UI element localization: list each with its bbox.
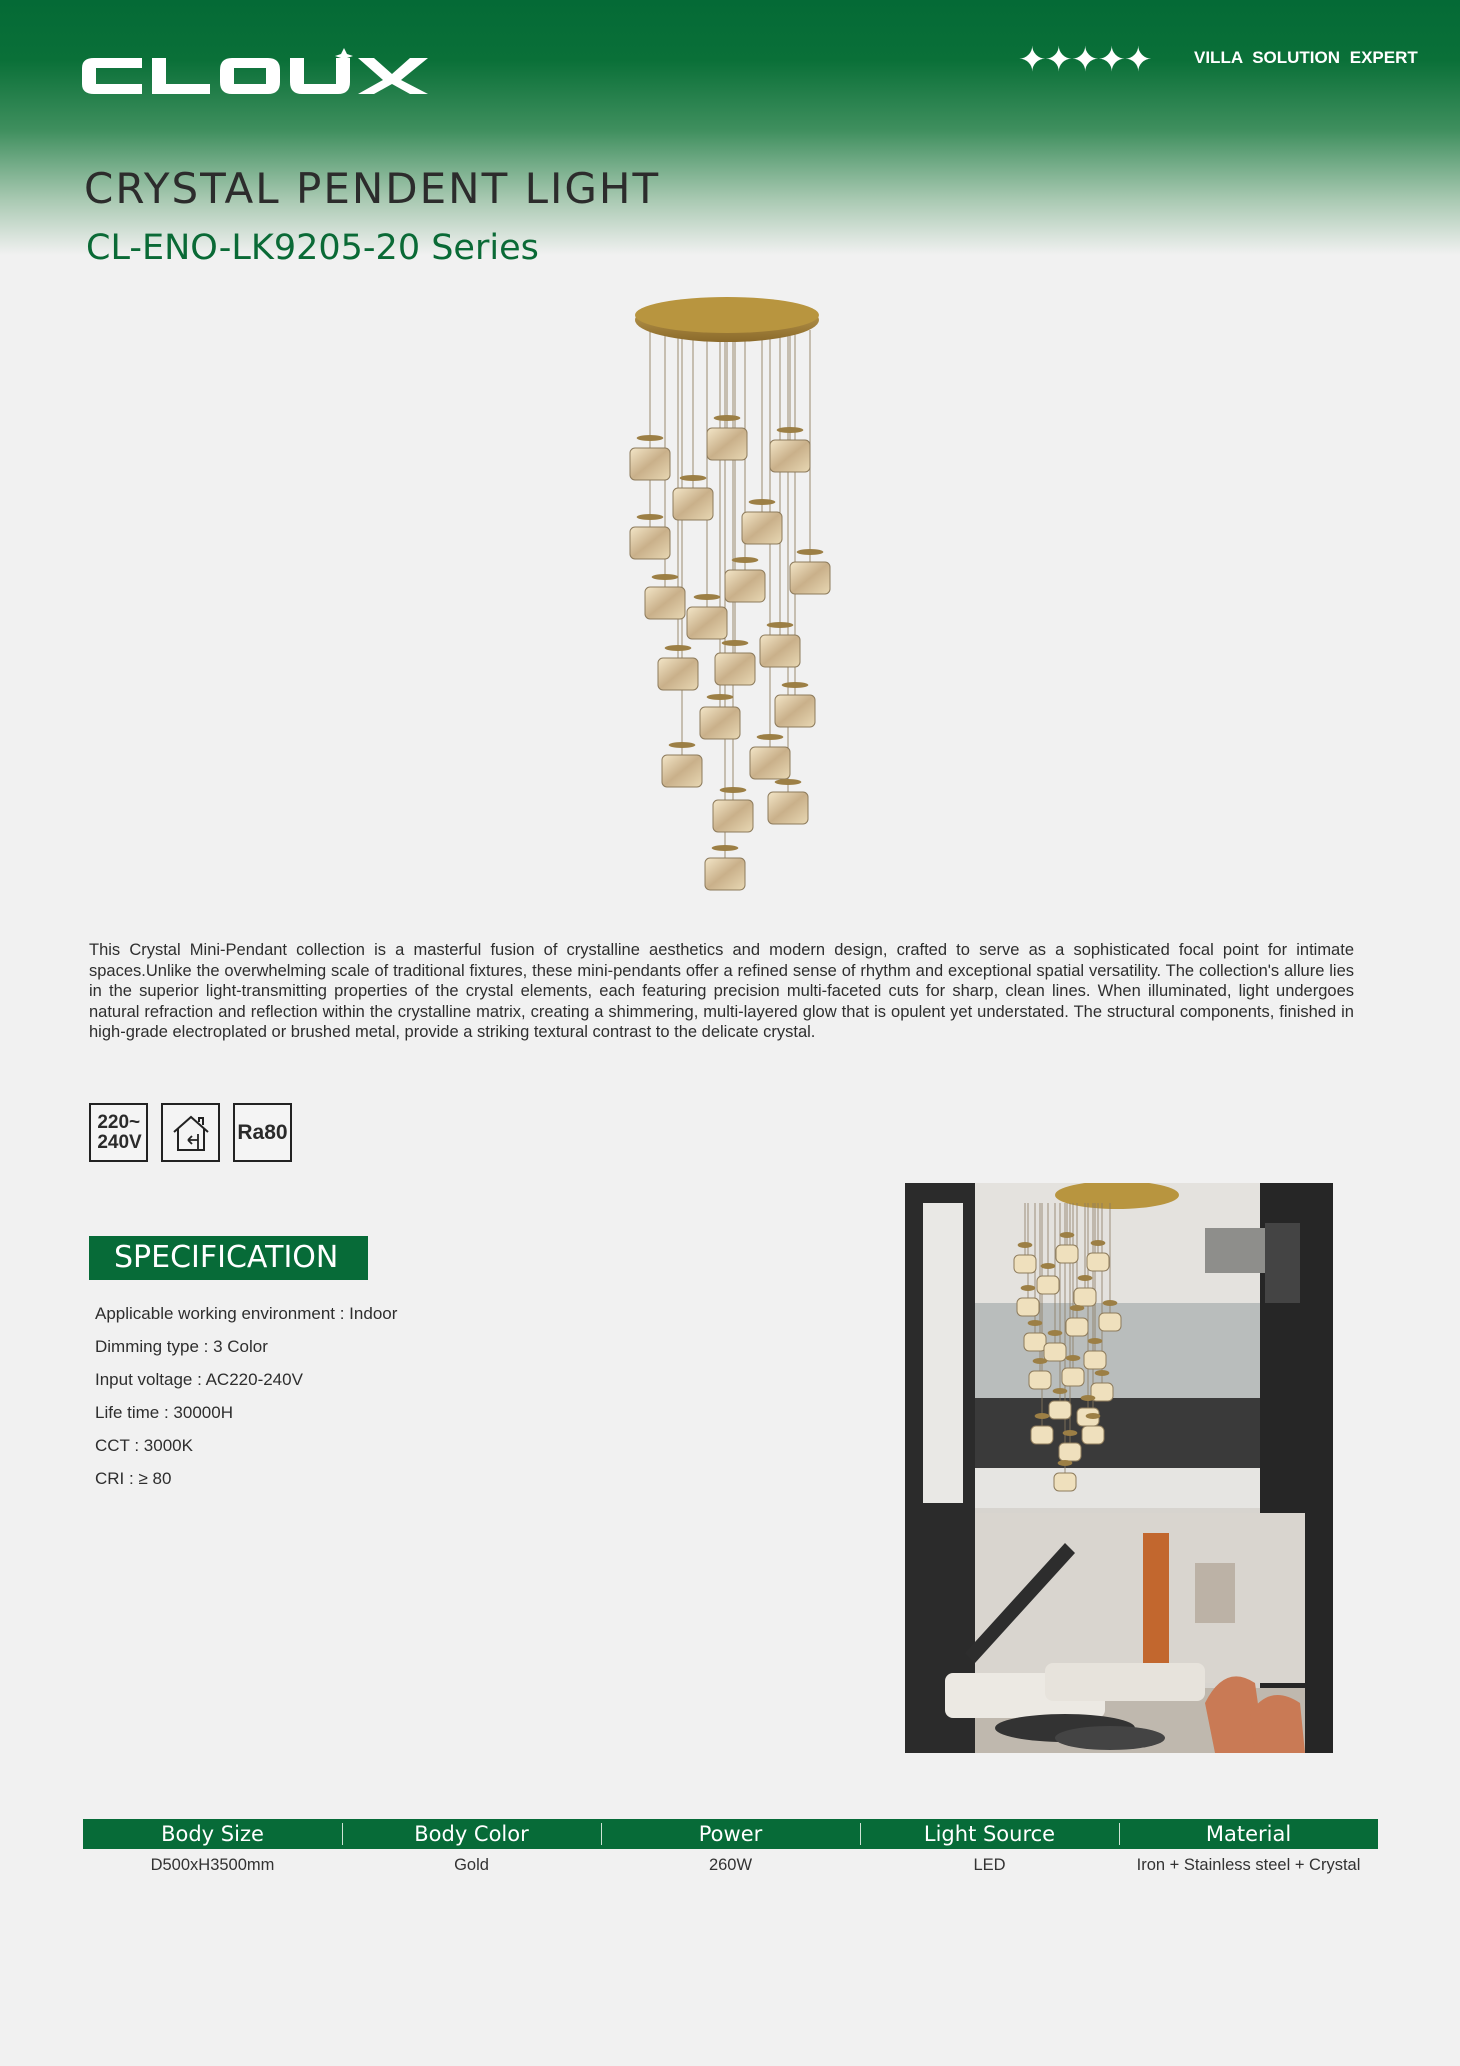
- voltage-line2: 240V: [97, 1131, 142, 1153]
- crystal-pendant: [673, 488, 713, 520]
- spec-table-row: [83, 1856, 1378, 1875]
- brass-leaf: [669, 742, 696, 748]
- tagline: VILLA SOLUTION EXPERT: [1194, 48, 1418, 67]
- brass-leaf: [714, 415, 741, 421]
- crystal-pendant: [1024, 1333, 1046, 1351]
- brass-leaf: [637, 435, 664, 441]
- spec-item: Life time : 30000H: [95, 1403, 233, 1422]
- feature-icons: [89, 1103, 292, 1162]
- crystal-pendant: [1062, 1368, 1084, 1386]
- brass-leaf: [777, 427, 804, 433]
- series-name: CL-ENO-LK9205-20 Series: [86, 228, 539, 268]
- crystal-pendant: [742, 512, 782, 544]
- header-background: [0, 0, 1460, 260]
- brass-leaf: [1035, 1413, 1050, 1419]
- brass-leaf: [782, 682, 809, 688]
- crystal-pendant: [1082, 1426, 1104, 1444]
- brass-leaf: [749, 499, 776, 505]
- brass-leaf: [637, 514, 664, 520]
- header-body-color: Body Color: [342, 1819, 601, 1849]
- brass-leaf: [1021, 1285, 1036, 1291]
- product-image: [600, 290, 860, 900]
- brass-leaf: [757, 734, 784, 740]
- brass-leaf: [1078, 1275, 1093, 1281]
- crystal-pendant: [715, 653, 755, 685]
- brass-leaf: [1018, 1242, 1033, 1248]
- cri-label: Ra80: [237, 1120, 288, 1144]
- spec-item: Input voltage : AC220-240V: [95, 1370, 303, 1389]
- brass-leaf: [1048, 1330, 1063, 1336]
- brass-leaf: [767, 622, 794, 628]
- brass-leaf: [694, 594, 721, 600]
- crystal-pendant: [700, 707, 740, 739]
- brass-leaf: [652, 574, 679, 580]
- brass-leaf: [1091, 1240, 1106, 1246]
- crystal-pendant: [1031, 1426, 1053, 1444]
- brass-leaf: [1053, 1388, 1068, 1394]
- crystal-pendant: [645, 587, 685, 619]
- crystal-pendant: [1017, 1298, 1039, 1316]
- crystal-pendant: [750, 747, 790, 779]
- crystal-pendant: [770, 440, 810, 472]
- crystal-pendant: [687, 607, 727, 639]
- voltage-line1: 220~: [97, 1111, 141, 1133]
- product-description: This Crystal Mini-Pendant collection is a masterful fusion of crystalline aesthetics and modern design, crafted to serve as a sophisticated focal point for intimate spaces.Unlike the overwhelming scale of traditional fixtures, these mini-pendants offer a refined sense of rhythm and exceptional spatial versatility. The collection's allure lies in the superior light-transmitting properties of the crystal elements, each featuring precision multi-faceted cuts for sharp, clean lines. When illuminated, light undergoes natural refraction and reflection within the crystalline matrix, creating a shimmering, multi-layered glow that is opulent yet understated. The structural components, finished in high-grade electroplated or brushed metal, provide a striking textural contrast to the delicate crystal.: [89, 941, 1354, 1041]
- crystal-pendant: [1066, 1318, 1088, 1336]
- crystal-pendant: [1087, 1253, 1109, 1271]
- crystal-pendant: [1059, 1443, 1081, 1461]
- spec-item: CRI : ≥ 80: [95, 1469, 172, 1488]
- cri-icon: [233, 1103, 292, 1162]
- crystal-pendant: [1029, 1371, 1051, 1389]
- value-body-size: D500xH3500mm: [150, 1856, 275, 1874]
- header-light-source: Light Source: [860, 1819, 1119, 1849]
- brass-leaf: [1086, 1413, 1101, 1419]
- crystal-pendant: [760, 635, 800, 667]
- brass-leaf: [665, 645, 692, 651]
- crystal-pendant: [630, 527, 670, 559]
- crystal-pendant: [725, 570, 765, 602]
- brass-leaf: [1058, 1460, 1073, 1466]
- brass-leaf: [722, 640, 749, 646]
- crystal-pendant: [705, 858, 745, 890]
- brass-leaf: [1063, 1430, 1078, 1436]
- crystal-pendant: [707, 428, 747, 460]
- crystal-pendant: [658, 658, 698, 690]
- crystal-pendant: [713, 800, 753, 832]
- brass-leaf: [720, 787, 747, 793]
- header-power: Power: [601, 1819, 860, 1849]
- crystal-pendant: [662, 755, 702, 787]
- brass-leaf: [1103, 1300, 1118, 1306]
- brass-leaf: [1088, 1338, 1103, 1344]
- crystal-pendant: [1084, 1351, 1106, 1369]
- specification-heading: SPECIFICATION: [89, 1236, 368, 1280]
- brass-leaf: [1060, 1232, 1075, 1238]
- brass-leaf: [1066, 1355, 1081, 1361]
- brass-leaf: [712, 845, 739, 851]
- crystal-pendant: [1054, 1473, 1076, 1491]
- specification-list: [95, 1302, 397, 1500]
- brass-leaf: [680, 475, 707, 481]
- room-scene-image: [905, 1183, 1333, 1753]
- brass-leaf: [1081, 1395, 1096, 1401]
- indoor-house-icon: [161, 1103, 220, 1162]
- cloux-logo: [82, 40, 437, 106]
- brass-leaf: [1095, 1370, 1110, 1376]
- crystal-pendant: [768, 792, 808, 824]
- crystal-pendant: [790, 562, 830, 594]
- brass-leaf: [797, 549, 824, 555]
- crystal-pendant: [1037, 1276, 1059, 1294]
- crystal-pendant: [1074, 1288, 1096, 1306]
- brass-leaf: [1028, 1320, 1043, 1326]
- value-light-source: LED: [973, 1856, 1006, 1874]
- brass-leaf: [1033, 1358, 1048, 1364]
- value-body-color: Gold: [454, 1856, 489, 1874]
- brass-leaf: [707, 694, 734, 700]
- header-material: Material: [1119, 1819, 1378, 1849]
- crystal-pendant: [1014, 1255, 1036, 1273]
- spec-item: Dimming type : 3 Color: [95, 1337, 268, 1356]
- crystal-pendant: [1056, 1245, 1078, 1263]
- value-power: 260W: [708, 1856, 753, 1874]
- brass-leaf: [1070, 1305, 1085, 1311]
- brass-leaf: [1041, 1263, 1056, 1269]
- spec-table-header: [83, 1819, 1378, 1849]
- brass-leaf: [732, 557, 759, 563]
- crystal-pendant: [1049, 1401, 1071, 1419]
- voltage-icon: [89, 1103, 148, 1162]
- brass-leaf: [775, 779, 802, 785]
- spec-item: CCT : 3000K: [95, 1436, 193, 1455]
- header-body-size: Body Size: [161, 1822, 264, 1846]
- page-title: CRYSTAL PENDENT LIGHT: [84, 164, 661, 213]
- spec-item: Applicable working environment : Indoor: [95, 1304, 398, 1323]
- crystal-pendant: [630, 448, 670, 480]
- crystal-pendant: [1099, 1313, 1121, 1331]
- crystal-pendant: [775, 695, 815, 727]
- value-material: Iron + Stainless steel + Crystal: [1136, 1856, 1361, 1874]
- rating-stars: ✦✦✦✦✦: [1018, 40, 1151, 80]
- crystal-pendant: [1044, 1343, 1066, 1361]
